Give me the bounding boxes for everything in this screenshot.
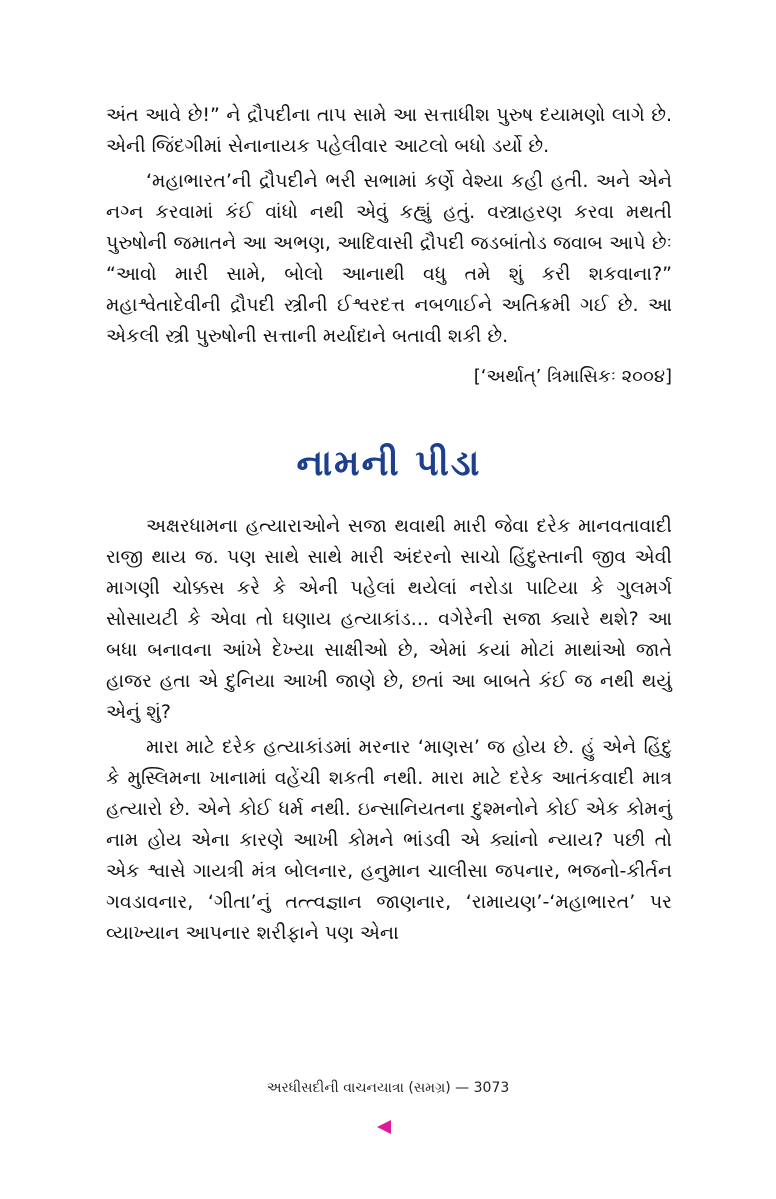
prev-page-arrow-icon[interactable]	[377, 1120, 391, 1134]
paragraph-2: ‘મહાભારત’ની દ્રૌપદીને ભરી સભામાં કર્ણે વેશ્યા કહી હતી. અને એને નગ્ન કરવામાં કંઈ વાંધો નથી એવું કહ્યું હતું. વસ્ત્રાહરણ કરવા મથતી પુરુષોની જમાતને આ અભણ, આદિવાસી દ્રૌપદી જડબાંતોડ જવાબ આપે છેઃ “આવો મારી સામે, બોલો આનાથી વધુ તમે શું કરી શકવાના?” મહાશ્વેતાદેવીની દ્રૌપદી સ્ત્રીની ઈશ્વરદત્ત નબળાઈને અતિક્રમી ગઈ છે. આ એકલી સ્ત્રી પુરુષોની સત્તાની મર્યાદાને બતાવી શકી છે.	[106, 170, 672, 347]
source-citation: [‘અર્થાત્’ ત્રિમાસિકઃ ૨૦૦૪]	[473, 366, 672, 387]
page-content	[106, 100, 672, 953]
paragraph-3: અક્ષરધામના હત્યારાઓને સજા થવાથી મારી જેવા દરેક માનવતાવાદી રાજી થાય જ. પણ સાથે સાથે મારી અંદરનો સાચો હિંદુસ્તાની જીવ એવી માગણી ચોક્કસ કરે કે એની પહેલાં થયેલાં નરોડા પાટિયા કે ગુલમર્ગ સોસાયટી કે એવા તો ઘણાય હત્યાકાંડ... વગેરેની સજા ક્યારે થશે? આ બધા બનાવના આંખે દેખ્યા સાક્ષીઓ છે, એમાં કયાં મોટાં માથાંઓ જાતે હાજર હતા એ દુનિયા આખી જાણે છે, છતાં આ બાબતે કંઈ જ નથી થયું એનું શું?	[106, 515, 672, 723]
section-title: નામની પીડા	[296, 443, 482, 484]
paragraph-1: અંત આવે છે!” ને દ્રૌપદીના તાપ સામે આ સત્તાધીશ પુરુષ દયામણો લાગે છે. એની જિંદગીમાં સેનાનાયક પહેલીવાર આટલો બધો ડર્યો છે.	[106, 104, 672, 157]
page-footer: અરધીસદીની વાચનયાત્રા (સમગ્ર) — 3073	[266, 1080, 510, 1096]
paragraph-4: મારા માટે દરેક હત્યાકાંડમાં મરનાર ‘માણસ’ જ હોય છે. હું એને હિંદુ કે મુસ્લિમના ખાનામાં વહેંચી શકતી નથી. મારા માટે દરેક આતંકવાદી માત્ર હત્યારો છે. એને કોઈ ધર્મ નથી. ઇન્સાનિયતના દુશ્મનોને કોઈ એક કોમનું નામ હોય એના કારણે આખી કોમને ભાંડવી એ ક્યાંનો ન્યાય? પછી તો એક શ્વાસે ગાયત્રી મંત્ર બોલનાર, હનુમાન ચાલીસા જપનાર, ભજનો-કીર્તન ગવડાવનાર, ‘ગીતા’નું તત્ત્વજ્ઞાન જાણનાર, ‘રામાયણ’-‘મહાભારત’ પર વ્યાખ્યાન આપનાર શરીફાને પણ એના	[106, 736, 672, 944]
